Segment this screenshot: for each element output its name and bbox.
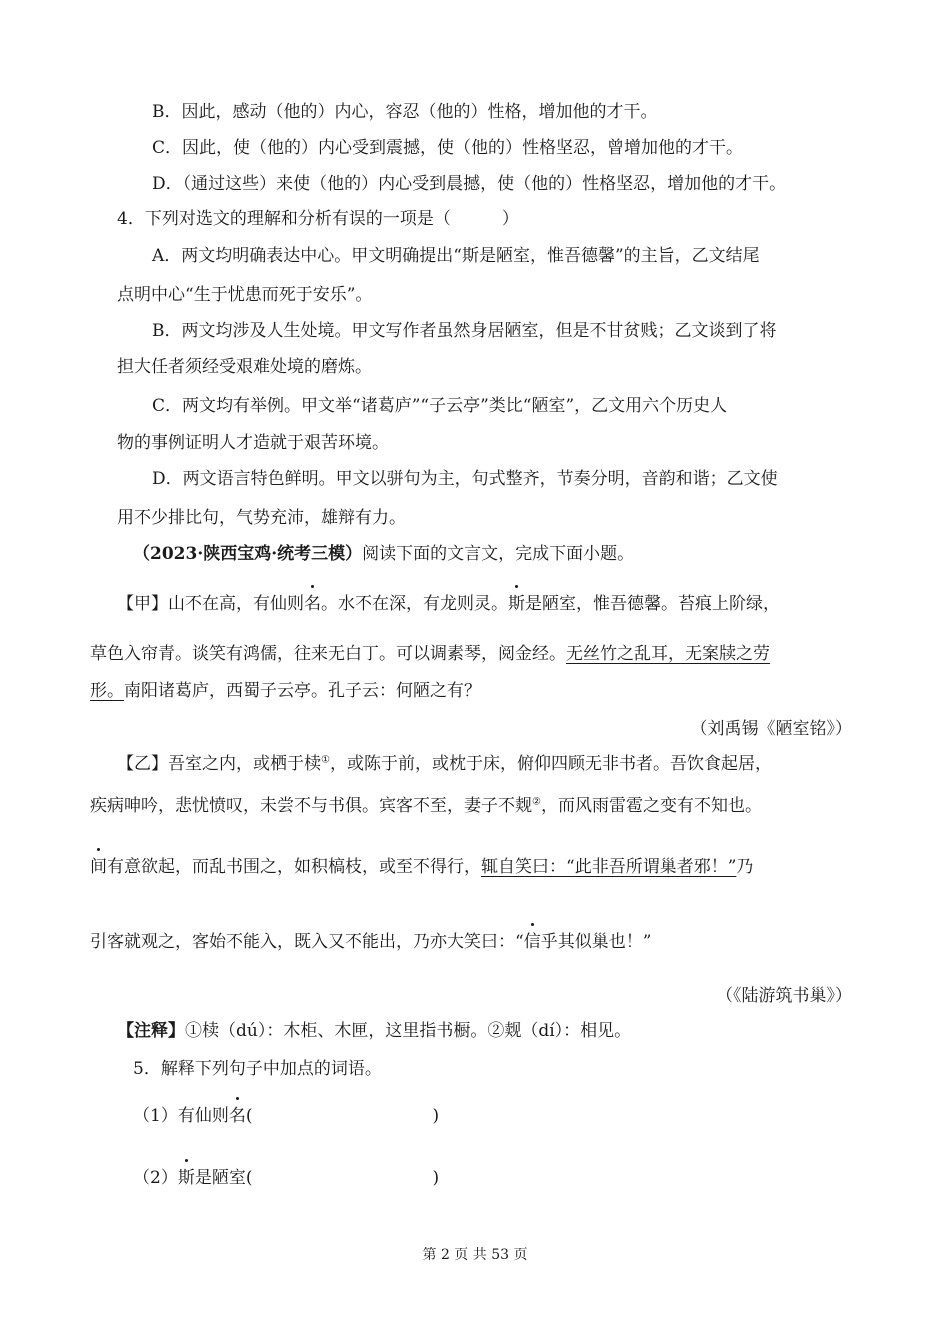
q4-option-b-line1: B．两文均涉及人生处境。甲文写作者虽然身居陋室，但是不甘贫贱；乙文谈到了将 <box>152 321 777 341</box>
q3-option-d: D．（通过这些）来使（他的）内心受到晨撼，使（他的）性格坚忍，增加他的才干。 <box>152 174 787 194</box>
footnote-marker: ① <box>321 754 330 766</box>
q5-item-2: （2）斯是陋室( ) <box>133 1168 440 1188</box>
passage-yi-line4: 引客就观之，客始不能入，既入又不能出，乃亦大笑曰：“信乎其似巢也！” <box>90 932 652 952</box>
annotation-label: 【注释】 <box>117 1021 185 1041</box>
q4-option-d-line1: D．两文语言特色鲜明。甲文以骈句为主，句式整齐，节奏分明，音韵和谐；乙文使 <box>152 469 778 489</box>
dotted-char: 名 <box>304 594 321 614</box>
dotted-char: 斯 <box>508 594 525 614</box>
q5-item-1: （1）有仙则名( ) <box>133 1106 440 1126</box>
q4-option-c-line1: C．两文均有举例。甲文举“诸葛庐”“子云亭”类比“陋室”，乙文用六个历史人 <box>152 396 728 416</box>
q4-option-d-line2: 用不少排比句，气势充沛，雄辩有力。 <box>117 508 406 528</box>
footnote-marker: ② <box>532 796 541 808</box>
passage-yi-line1: 【乙】吾室之内，或栖于椟①，或陈于前，或枕于床，俯仰四顾无非书者。吾饮食起居， <box>117 754 772 774</box>
dotted-char: 名 <box>228 1106 246 1126</box>
dotted-char: 信 <box>523 932 541 952</box>
underlined-sentence-end: 形。 <box>90 681 124 701</box>
dotted-char: 斯 <box>177 1168 195 1188</box>
passage-jia-line3: 形。南阳诸葛庐，西蜀子云亭。孔子云：何陋之有？ <box>90 681 481 701</box>
q4-option-a-line1: A．两文均明确表达中心。甲文明确提出“斯是陋室，惟吾德馨”的主旨，乙文结尾 <box>152 246 760 266</box>
q4-option-b-line2: 担大任者须经受艰难处境的磨炼。 <box>117 357 372 377</box>
underlined-sentence: 辄自笑曰：“此非吾所谓巢者邪！” <box>481 857 737 877</box>
q3-option-b: B．因此，感动（他的）内心，容忍（他的）性格，增加他的才干。 <box>152 102 658 122</box>
source-tag: （2023·陕西宝鸡·统考三模） <box>133 544 363 564</box>
q4-option-c-line2: 物的事例证明人才造就于艰苦环境。 <box>117 433 389 453</box>
q4-option-a-line2: 点明中心“生于忧患而死于安乐”。 <box>117 285 373 305</box>
yi-citation: （《陆游筑书巢》） <box>716 986 852 1006</box>
annotation-text: ①椟（dú）：木柜、木匣，这里指书橱。②觌（dí）：相见。 <box>185 1021 632 1041</box>
q4-stem: 4．下列对选文的理解和分析有误的一项是（ ） <box>117 209 519 229</box>
passage-yi-line3: 间有意欲起，而乱书围之，如积槁枝，或至不得行，辄自笑曰：“此非吾所谓巢者邪！”乃 <box>90 857 754 877</box>
underlined-sentence: 无丝竹之乱耳，无案牍之劳 <box>566 644 770 664</box>
jia-citation: （刘禹锡《陋室铭》） <box>690 719 852 739</box>
page-footer: 第 2 页 共 53 页 <box>422 1247 528 1263</box>
dotted-char: 间 <box>90 857 107 877</box>
q3-option-c: C．因此，使（他的）内心受到震撼，使（他的）性格坚忍，曾增加他的才干。 <box>152 138 744 158</box>
passage-yi-line2: 疾病呻吟，悲忧愤叹，未尝不与书俱。宾客不至，妻子不觌②，而风雨雷雹之变有不知也。 <box>90 796 762 816</box>
annotation <box>0 1019 950 1043</box>
source-instruction: 阅读下面的文言文，完成下面小题。 <box>362 544 635 564</box>
passage-source <box>0 542 950 566</box>
passage-jia-line2: 草色入帘青。谈笑有鸿儒，往来无白丁。可以调素琴，阅金经。无丝竹之乱耳，无案牍之劳 <box>90 644 770 664</box>
q5-stem: 5．解释下列句子中加点的词语。 <box>133 1059 382 1079</box>
passage-jia-line1: 【甲】山不在高，有仙则名。水不在深，有龙则灵。斯是陋室，惟吾德馨。苔痕上阶绿， <box>117 594 780 614</box>
